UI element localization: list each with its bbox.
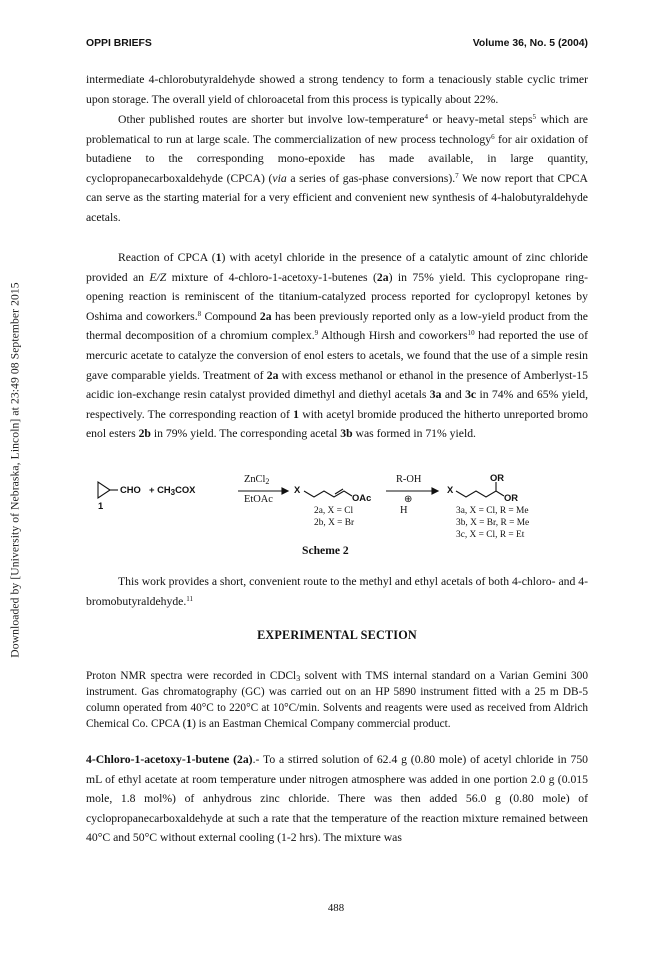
alcohol-label: R-OH bbox=[396, 474, 422, 485]
compound-2a-label: 2a, X = Cl bbox=[314, 506, 354, 516]
double-bond bbox=[335, 489, 343, 494]
download-notice: Downloaded by [University of Nebraska, Lincoln] at 23:49 08 September 2015 bbox=[8, 282, 22, 658]
acetal-chain bbox=[456, 491, 504, 497]
paragraph-procedure bbox=[86, 750, 588, 848]
subscript: 3 bbox=[170, 488, 176, 497]
text: Reaction of CPCA ( bbox=[118, 251, 216, 264]
text: with acetyl bromide produced the hitherto unreported bromo enol esters bbox=[86, 407, 588, 441]
cho-label: CHO bbox=[120, 484, 141, 495]
oac-label: OAc bbox=[352, 492, 372, 503]
text: ) is an Eastman Chemical Company commercial product. bbox=[192, 718, 451, 730]
ref: 10 bbox=[467, 329, 475, 338]
text: Although Hirsh and coworkers bbox=[318, 329, 468, 343]
enol-ester-chain bbox=[304, 491, 352, 497]
procedure-heading: 4-Chloro-1-acetoxy-1-butene (2a) bbox=[86, 753, 253, 766]
cyclopropane-ring bbox=[98, 482, 110, 498]
compound-ref: 1 bbox=[186, 718, 193, 730]
text: COX bbox=[175, 484, 196, 495]
text: for air oxidation of butadiene to the corresponding mono-epoxide has made available, in large quantity, cyclopropanecarboxaldehyde (CPCA) ( bbox=[86, 132, 588, 185]
ref: 6 bbox=[491, 132, 495, 141]
or-label-bottom: OR bbox=[504, 492, 519, 503]
text: We now report that CPCA can serve as the starting material for a very efficient and convenient new synthesis of 4-halobutyraldehyde acetals. bbox=[86, 171, 588, 224]
text: Proton NMR spectra were recorded in CDCl bbox=[86, 670, 297, 682]
compound-3b-label: 3b, X = Br, R = Me bbox=[456, 518, 530, 528]
paragraph-methods bbox=[86, 668, 588, 732]
text: or heavy-metal steps bbox=[427, 113, 533, 126]
subscript: 2 bbox=[265, 477, 270, 486]
compound-2b-label: 2b, X = Br bbox=[314, 518, 355, 528]
compound-ref: 2a bbox=[266, 368, 279, 382]
running-header bbox=[86, 38, 588, 54]
compound-ref: 2a bbox=[259, 309, 272, 323]
acid-label: H bbox=[400, 505, 408, 516]
reagent-label bbox=[149, 484, 195, 495]
solvent-label: EtOAc bbox=[244, 494, 273, 505]
text: a series of gas-phase conversions). bbox=[286, 171, 456, 185]
ref: 8 bbox=[197, 309, 202, 318]
compound-1-label: 1 bbox=[98, 500, 104, 511]
text-italic: via bbox=[272, 171, 287, 185]
compound-3c-label: 3c, X = Cl, R = Et bbox=[456, 530, 525, 540]
subscript: 3 bbox=[296, 674, 301, 683]
text: ZnCl bbox=[244, 474, 266, 485]
compound-ref: 3a bbox=[429, 388, 442, 402]
text: ) with acetyl chloride in the presence of a catalytic amount of zinc chloride provided an bbox=[86, 251, 588, 284]
ref: 9 bbox=[314, 329, 319, 338]
compound-ref: 3c bbox=[465, 388, 477, 402]
scheme-2 bbox=[86, 472, 588, 562]
download-watermark bbox=[4, 230, 26, 710]
text: + CH bbox=[149, 484, 171, 495]
text: solvent with TMS internal standard on a Varian Gemini 300 instrument. Gas chromatography (GC) was carried out on an HP 5890 instrument fitted with a 25 m DB-5 column operated from 40°C to 220°C at 10°C/min. Solvents and reagents were used as received from Aldrich Chemical Co. CPCA ( bbox=[86, 670, 588, 730]
text: intermediate 4-chlorobutyraldehyde showed a strong tendency to form a tenaciously stable cyclic trimer upon storage. The overall yield of chloroacetal from this process is typically about 22%. bbox=[86, 73, 588, 106]
compound-ref: 1 bbox=[215, 251, 222, 264]
text: Compound bbox=[201, 309, 260, 323]
arrowhead-2 bbox=[432, 488, 438, 494]
text: Other published routes are shorter but involve low-temperature bbox=[118, 113, 425, 126]
text-italic: E/Z bbox=[149, 270, 167, 284]
x-label-2: X bbox=[447, 484, 454, 495]
scheme-caption: Scheme 2 bbox=[302, 544, 349, 557]
text: ) in 75% yield. This cyclopropane ring-opening reaction is reminiscent of the titanium-catalyzed process reported for cyclopropyl ketones by Oshima and coworkers. bbox=[86, 270, 589, 323]
x-label: X bbox=[294, 484, 301, 495]
text: mixture of 4-chloro-1-acetoxy-1-butenes ( bbox=[166, 270, 377, 284]
text: was formed in 71% yield. bbox=[352, 427, 476, 441]
paragraph-intro bbox=[86, 70, 588, 109]
paragraph-routes bbox=[86, 110, 588, 228]
volume-info: Volume 36, No. 5 (2004) bbox=[472, 38, 588, 49]
compound-ref: 1 bbox=[293, 407, 299, 421]
compound-ref: 3b bbox=[340, 427, 353, 441]
arrowhead-1 bbox=[282, 488, 288, 494]
text: .- To a stirred solution of 62.4 g (0.80 mole) of acetyl chloride in 750 mL of ethyl acetate at room temperature under nitrogen atmosphere was added in one portion 2.0 g (0.015 mole, 1.8 mol%) of anhydrous zinc chloride. There was then added 56.0 g (0.80 mole) of cyclopropanecarboxaldehyde at such a rate that the temperature of the reaction mixture remained between 40°C and 50°C without external cooling (1-2 hrs). The mixture was bbox=[86, 753, 589, 845]
ref: 7 bbox=[455, 171, 459, 180]
section-heading bbox=[86, 628, 588, 643]
text: had reported the use of mercuric acetate to catalyze the conversion of enol esters to acetals, we found that the use of a simple resin gave comparable yields. Treatment of bbox=[86, 329, 588, 382]
page-number: 488 bbox=[327, 902, 345, 914]
experimental-heading: EXPERIMENTAL SECTION bbox=[257, 628, 417, 642]
text: in 74% and 65% yield, respectively. The corresponding reaction of bbox=[86, 388, 589, 421]
text: and bbox=[441, 388, 466, 402]
paragraph-summary bbox=[86, 572, 588, 611]
catalyst-label bbox=[244, 474, 269, 485]
text: has been previously reported only as a low-yield product from the thermal decomposition of a chromium complex. bbox=[86, 309, 588, 343]
text: with excess methanol or ethanol in the presence of Amberlyst-15 acidic ion-exchange resin catalyst provided dimethyl and diethyl acetals bbox=[86, 368, 588, 402]
ref: 5 bbox=[532, 113, 537, 121]
ref: 4 bbox=[424, 113, 428, 121]
text: which are problematical to run at large scale. The commercialization of new process technology bbox=[86, 113, 588, 146]
text: in 79% yield. The corresponding acetal bbox=[150, 427, 341, 441]
or-label-top: OR bbox=[490, 472, 505, 483]
paragraph-reaction bbox=[86, 248, 588, 444]
compound-3a-label: 3a, X = Cl, R = Me bbox=[456, 506, 529, 516]
text: This work provides a short, convenient route to the methyl and ethyl acetals of both 4-chloro- and 4-bromobutyraldehyde. bbox=[86, 575, 588, 608]
ref: 11 bbox=[186, 594, 194, 603]
journal-section: OPPI BRIEFS bbox=[86, 38, 152, 49]
compound-ref: 2b bbox=[138, 427, 151, 441]
cation-symbol: ⊕ bbox=[404, 494, 413, 505]
compound-ref: 2a bbox=[376, 270, 389, 284]
